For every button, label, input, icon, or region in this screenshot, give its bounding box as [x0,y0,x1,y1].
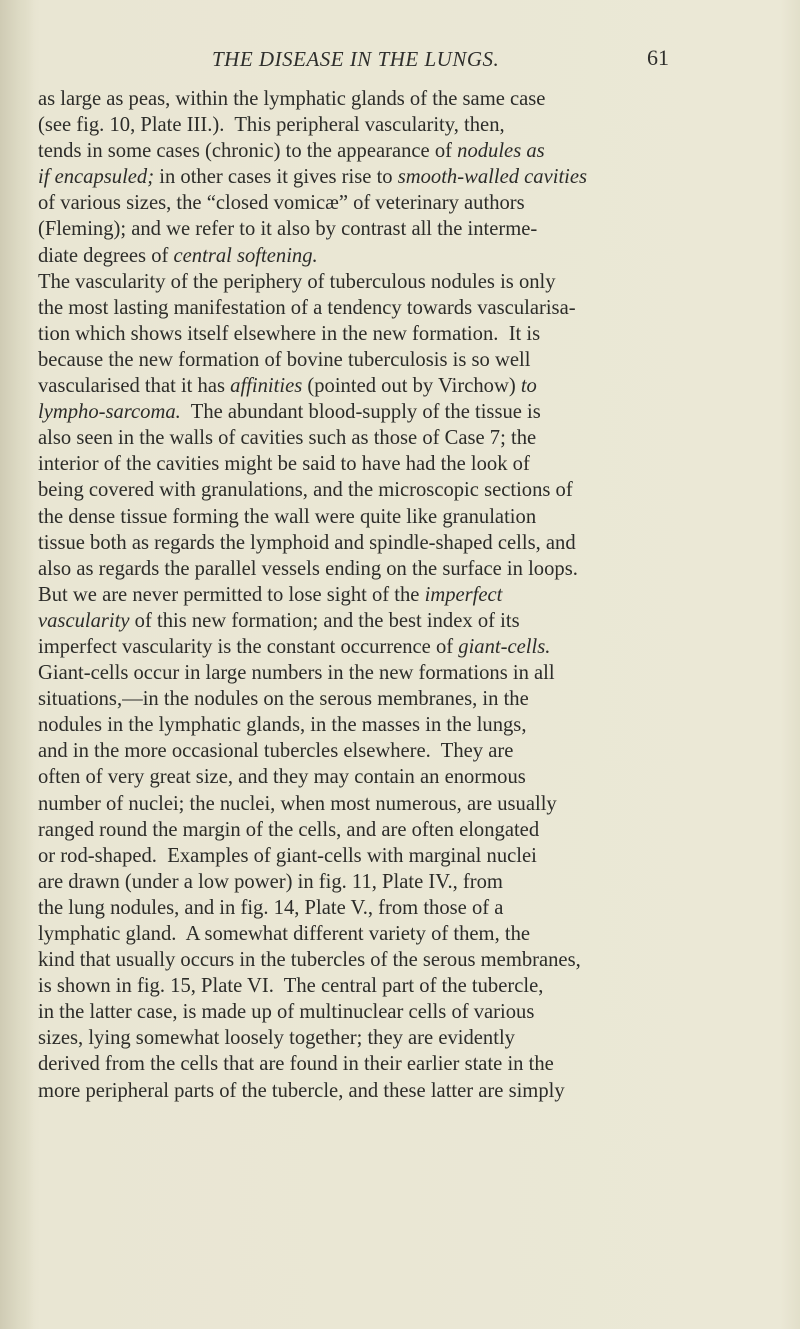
text-segment: derived from the cells that are found in their earlier state in the [38,1053,554,1076]
text-segment: number of nuclei; the nuclei, when most numerous, are usually [38,792,557,815]
text-line [38,947,778,973]
text-line [38,556,778,582]
text-segment: nodules in the lymphatic glands, in the masses in the lungs, [38,714,527,737]
text-segment: The abundant blood-supply of the tissue is [180,401,541,424]
text-line [38,895,778,921]
text-line [38,295,778,321]
text-segment: the lung nodules, and in fig. 14, Plate V., from those of a [38,896,504,919]
text-segment: imperfect vascularity is the constant occurrence of [38,635,459,658]
text-segment: being covered with granulations, and the microscopic sections of [38,479,573,502]
text-line [38,86,778,112]
text-line [38,1078,778,1104]
text-segment: tends in some cases (chronic) to the appearance of [38,140,458,163]
text-line [38,712,778,738]
text-segment: But we are never permitted to lose sight of the [38,583,425,606]
text-segment: vascularised that it has [38,375,231,398]
text-segment: the dense tissue forming the wall were quite like granulation [38,505,537,528]
text-segment: lymphatic gland. A somewhat different variety of them, the [38,923,531,945]
text-line [38,634,778,660]
text-line [38,608,778,634]
text-line [38,138,778,164]
text-segment: because the new formation of bovine tuberculosis is so well [38,348,531,371]
text-segment: the most lasting manifestation of a tendency towards vascularisa- [38,296,576,319]
text-line [38,164,778,190]
italic-text-segment: if encapsuled; [38,166,155,189]
text-segment: often of very great size, and they may contain an enormous [38,766,526,789]
text-line [38,269,778,295]
text-segment: diate degrees of [38,244,174,267]
text-line [38,504,778,530]
text-line [38,216,778,242]
italic-text-segment: affinities [230,375,303,398]
running-head [0,45,800,75]
text-line [38,764,778,790]
text-segment: is shown in fig. 15, Plate VI. The central part of the tubercle, [38,975,544,998]
italic-text-segment: central softening. [173,244,318,267]
text-segment: of various sizes, the “closed vomicæ” of veterinary authors [38,192,525,215]
text-segment: situations,—in the nodules on the serous membranes, in the [38,688,529,711]
text-line [38,347,778,373]
text-segment: (Fleming); and we refer to it also by contrast all the interme- [38,218,538,241]
text-segment: tissue both as regards the lymphoid and spindle-shaped cells, and [38,531,576,554]
text-line [38,399,778,425]
text-segment: (see fig. 10, Plate III.). This peripheral vascularity, then, [38,114,505,137]
text-line [38,451,778,477]
text-segment: more peripheral parts of the tubercle, and these latter are simply [38,1079,565,1102]
text-segment: (pointed out by Virchow) [302,375,521,398]
text-segment: sizes, lying somewhat loosely together; they are evidently [38,1027,515,1050]
text-line [38,791,778,817]
text-line [38,373,778,399]
text-line [38,869,778,895]
text-segment: as large as peas, within the lymphatic glands of the same case [38,88,546,110]
text-segment: of this new formation; and the best index of its [129,609,520,632]
italic-text-segment: giant-cells. [458,635,551,658]
text-segment: also as regards the parallel vessels ending on the surface in loops. [38,557,578,580]
text-line [38,738,778,764]
italic-text-segment: vascularity [38,609,130,632]
text-segment: also seen in the walls of cavities such as those of Case 7; the [38,427,537,450]
text-line [38,921,778,947]
text-segment: interior of the cavities might be said to have had the look of [38,453,530,476]
text-line [38,1051,778,1077]
italic-text-segment: nodules as [457,140,545,163]
text-line [38,843,778,869]
text-line [38,321,778,347]
page-number: 61 [647,45,669,70]
running-title: THE DISEASE IN THE LUNGS. [212,47,500,71]
text-segment: tion which shows itself elsewhere in the new formation. It is [38,322,541,345]
text-line [38,686,778,712]
text-segment: in the latter case, is made up of multinuclear cells of various [38,1001,535,1024]
text-line [38,1025,778,1051]
text-segment: in other cases it gives rise to [154,166,398,189]
body-text [38,86,778,1104]
text-line [38,999,778,1025]
text-line [38,530,778,556]
text-line [38,190,778,216]
italic-text-segment: imperfect [424,583,503,606]
text-line [38,582,778,608]
text-segment: ranged round the margin of the cells, and are often elongated [38,818,540,841]
italic-text-segment: lympho-sarcoma. [38,401,181,424]
text-segment: are drawn (under a low power) in fig. 11, Plate IV., from [38,870,503,893]
text-line [38,817,778,843]
text-segment: The vascularity of the periphery of tuberculous nodules is only [38,270,556,293]
text-line [38,973,778,999]
italic-text-segment: to [520,375,537,398]
text-line [38,425,778,451]
text-segment: kind that usually occurs in the tubercles of the serous membranes, [38,949,581,972]
text-segment: Giant-cells occur in large numbers in the new formations in all [38,662,555,685]
italic-text-segment: smooth-walled cavities [397,166,588,189]
text-segment: and in the more occasional tubercles elsewhere. They are [38,740,514,763]
text-line [38,660,778,686]
text-line [38,477,778,503]
text-line [38,112,778,138]
page-gutter-shadow [0,0,34,1329]
text-segment: or rod-shaped. Examples of giant-cells with marginal nuclei [38,844,537,867]
text-line [38,243,778,269]
